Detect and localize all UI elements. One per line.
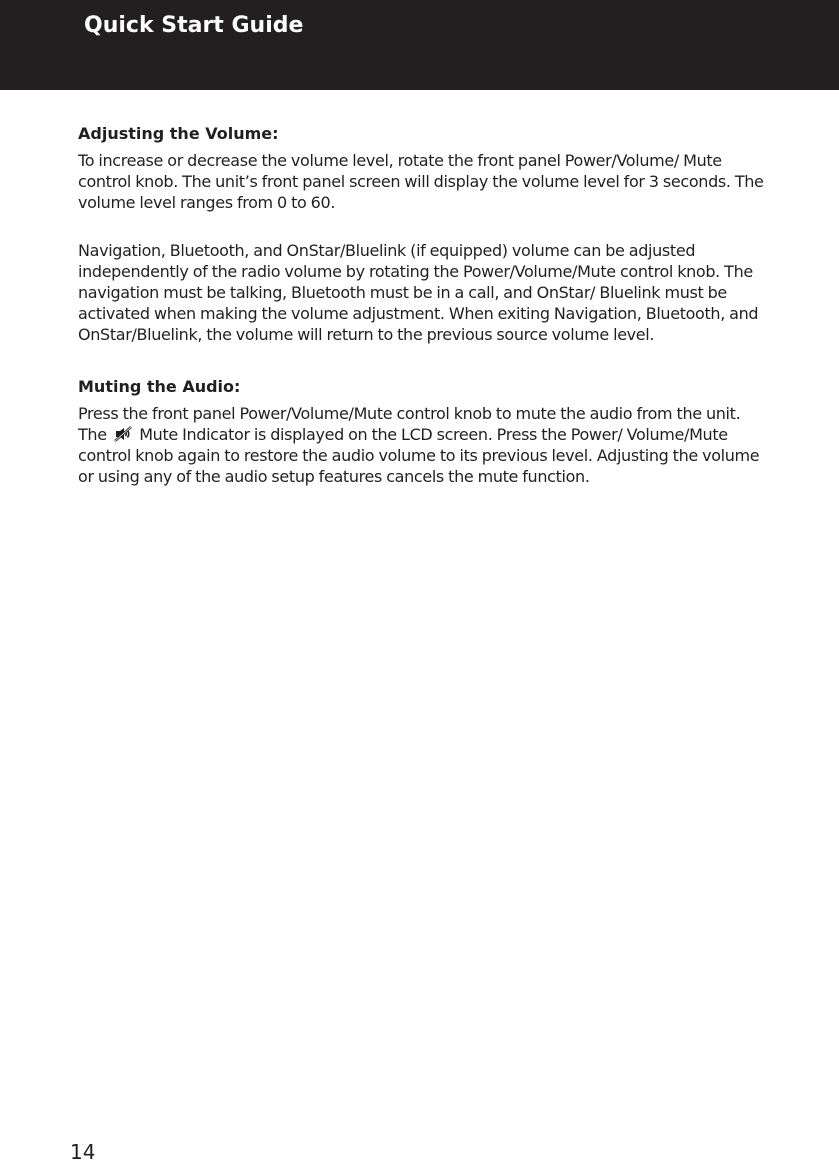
mute-heading: Muting the Audio: (78, 377, 241, 396)
mute-text-after-icon: Mute Indicator is displayed on the LCD screen. Press the Power/ Volume/Mute control knob again to restore the audio volume to its previous level. Adjusting the volume or using any of the audio setup features cancels the mute function. (78, 425, 760, 486)
volume-heading: Adjusting the Volume: (78, 124, 279, 143)
volume-paragraph-2: Navigation, Bluetooth, and OnStar/Bluelink (if equipped) volume can be adjusted independently of the radio volume by rotating the Power/Volume/Mute control knob. The navigation must be talking, Bluetooth must be in a call, and OnStar/ Bluelink must be activated when making the volume adjustment. When exiting Navigation, Bluetooth, and OnStar/Bluelink, the volume will return to the previous source volume level. (78, 241, 759, 344)
mute-section (78, 377, 768, 487)
mute-text-before-icon: Press the front panel Power/Volume/Mute control knob to mute the audio from the unit. The (78, 404, 741, 444)
page-number: 14 (70, 1140, 96, 1164)
page-content (78, 124, 768, 487)
mute-paragraph (78, 403, 768, 487)
volume-paragraph-1: To increase or decrease the volume level, rotate the front panel Power/Volume/ Mute control knob. The unit’s front panel screen will display the volume level for 3 seconds. The volume level ranges from 0 to 60. (78, 151, 764, 212)
header-bar (0, 0, 839, 90)
mute-indicator-icon (113, 426, 133, 442)
header-title: Quick Start Guide (84, 13, 304, 38)
volume-section (78, 124, 768, 345)
